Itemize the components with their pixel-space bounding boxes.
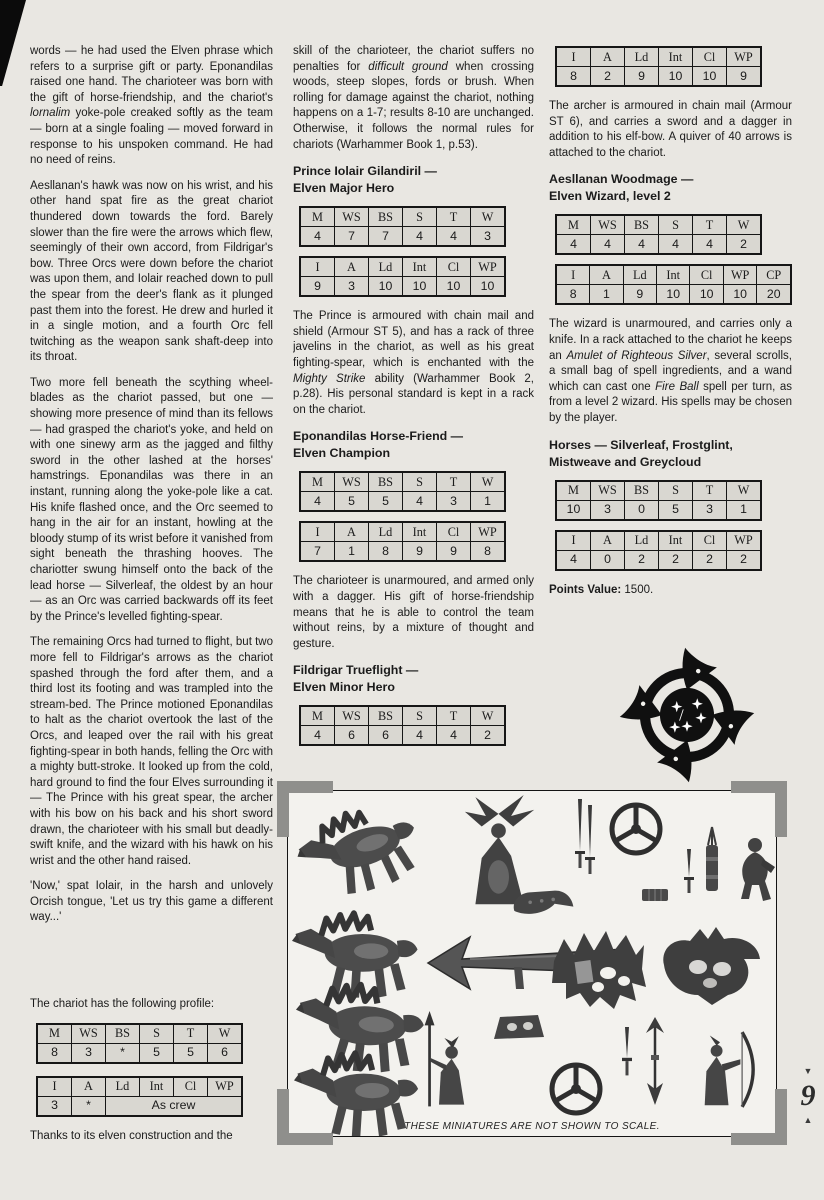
- miniature-yoke-saddle: [514, 891, 574, 914]
- miniature-quiver: [706, 827, 718, 891]
- prince-description: The Prince is armoured with chain mail and shield (Armour ST 5), and has a rack of three javelins in the chariot, as well as his great fighting-spear, which is enchanted with the Mighty Strike ability (Warhammer Book 2, p.28). His personal standard is kept in a rack on the chariot.: [293, 310, 534, 416]
- miniature-dagger: [622, 1027, 632, 1075]
- middle-column: [293, 44, 534, 788]
- miniature-orc-figure: [741, 838, 775, 901]
- minor-hero-stat-table-1: M WS BS S T W 4 6 6 4 4 2: [299, 705, 534, 746]
- miniature-knife: [684, 849, 694, 893]
- section-heading-prince: Prince Iolair Gilandiril — Elven Major Hero: [293, 164, 437, 196]
- triangle-up-icon: ▲: [803, 1115, 813, 1125]
- story-paragraph-3: Two more fell beneath the scything wheel-blades as the chariot passed, but one — showing more presence of mind than its fellows — had grasped the chariot's yoke, and held on with one sinewy arm as the jagged and filthy sword in the other lashed at the horses' hamstrings. Eponandilas was there in an instant, running along the yoke-pole like a cat. His knife flashed once, and the Orc seemed to hang in the air for an instant, howling at the bloody stump of its wrist before it vanished from sight beneath the thrashing hooves. The chariotter swung himself onto the back of the lead horse — Silverleaf, the oldest by an hour — as an Orc was carried backwards off its feet by the Prince's levelled fighting-spear.: [30, 376, 273, 623]
- champion-stat-table-2: I A Ld Int Cl WP 7 1 8 9 9 8: [299, 521, 534, 562]
- scan-corner-artifact: [0, 0, 26, 86]
- story-paragraph-1: words — he had used the Elven phrase which refers to a surprise gift or party. Eponandilas raised one hand. The charioteer was born with the gift of horse-friendship, and the chariot's lornalim yoke-pole creaked softly as the team — born at a single foaling — moved forward in response to his unspoken command. He had no need of reins.: [30, 45, 273, 167]
- miniature-chariot-body: [552, 931, 646, 1009]
- story-paragraph-5: 'Now,' spat Iolair, in the harsh and unlovely Orcish tongue, 'Let us try this game a different way...': [30, 880, 273, 924]
- archer-stat-table-2: I A Ld Int Cl WP 8 2 9 10 10 9: [555, 46, 792, 87]
- chariot-profile-block: [30, 997, 273, 1154]
- miniature-chariot-wheel-2: [552, 1065, 600, 1113]
- closing-line: Thanks to its elven construction and the: [30, 1129, 233, 1142]
- story-paragraph-4: The remaining Orcs had turned to flight, but two more fell to Fildrigar's arrows as the chariot spashed through the ford after them, and a third lost its footing and was trampled into the stream-bed. The Prince motioned Eponandilas to halt as the chariot overtook the last of the Orcs, and leaped over the rail with his great fighting-spear in both hands, felling the Orc with a mighty butt-stroke. It looked up from the cold, hard ground to find the four Elves surrounding it — The Prince with his great spear, the archer with his bow on his back and his short sword drawn, the charioteer with his small but deadly-swift knife, and the wizard with his hawk on his wrist and the other hand raised.: [30, 636, 273, 867]
- points-value: Points Value: 1500.: [549, 583, 654, 596]
- page-number: 9: [800, 1079, 816, 1112]
- miniature-winged-mage: [465, 795, 534, 904]
- miniatures-photo-panel: [287, 790, 777, 1137]
- section-heading-minor-hero: Fildrigar Trueflight — Elven Minor Hero: [293, 663, 419, 695]
- profile-intro: The chariot has the following profile:: [30, 998, 215, 1010]
- wizard-description: The wizard is unarmoured, and carries only a knife. In a rack attached to the chariot he keeps an Amulet of Righteous Silver, several scrolls, a small bag of spell ingredients, and a wand which can cast one Fire Ball spell per turn, as from a level 2 wizard. His spells may be chosen by the player.: [549, 318, 792, 424]
- prince-stat-table-2: I A Ld Int Cl WP 9 3 10 10 10 10: [299, 256, 534, 297]
- miniature-chariot-wheel: [612, 805, 660, 853]
- section-heading-champion: Eponandilas Horse-Friend — Elven Champion: [293, 429, 464, 461]
- miniature-axle-fitting: [642, 889, 668, 901]
- section-heading-wizard: Aesllanan Woodmage — Elven Wizard, level 2: [549, 172, 694, 204]
- chariot-stat-table-2: I A Ld Int Cl WP 3 * As crew: [36, 1076, 273, 1117]
- miniature-chariot-canopy: [663, 927, 760, 1005]
- miniature-twin-daggers: [575, 799, 595, 874]
- triangle-down-icon: ▼: [803, 1066, 813, 1076]
- wizard-stat-table-2: I A Ld Int Cl WP CP 8 1 9 10 10 10 20: [555, 264, 792, 305]
- miniature-spear-elf: [425, 1011, 465, 1106]
- champion-stat-table-1: M WS BS S T W 4 5 5 4 3 1: [299, 471, 534, 512]
- miniature-standard-arrow: [646, 1017, 664, 1105]
- left-column: [30, 44, 273, 994]
- horses-stat-table-1: M WS BS S T W 10 3 0 5 3 1: [555, 480, 792, 521]
- miniature-chariot-seat: [494, 1015, 544, 1039]
- chariot-stat-table-1: M WS BS S T W 8 3 * 5 5 6: [36, 1023, 273, 1064]
- wizard-stat-table-1: M WS BS S T W 4 4 4 4 4 2: [555, 214, 792, 255]
- page-number-block: [789, 1066, 824, 1125]
- miniature-archer-elf: [705, 1032, 753, 1107]
- miniatures-photo: [288, 791, 776, 1136]
- rules-paragraph: skill of the charioteer, the chariot suffers no penalties for difficult ground when crossing woods, steep slopes, fords or brush. When rolling for damage against the chariot, nothing happens on a 1-7; results 8-10 are unchanged. Otherwise, it follows the normal rules for chariots (Warhammer Book 1, p.53).: [293, 45, 534, 151]
- photo-caption: THESE MINIATURES ARE NOT SHOWN TO SCALE.: [404, 1121, 660, 1132]
- champion-description: The charioteer is unarmoured, and armed only with a dagger. His gift of horse-friendship means that he is able to control the team without reins, by a mixture of thought and gesture.: [293, 575, 534, 650]
- prince-stat-table-1: M WS BS S T W 4 7 7 4 4 3: [299, 206, 534, 247]
- horses-stat-table-2: I A Ld Int Cl WP 4 0 2 2 2 2: [555, 530, 792, 571]
- section-heading-horses: Horses — Silverleaf, Frostglint, Mistweave and Greycloud: [549, 437, 733, 469]
- archer-description: The archer is armoured in chain mail (Armour ST 6), and carries a sword and a dagger in addition to his elf-bow. A quiver of 40 arrows is attached to the chariot.: [549, 100, 792, 159]
- elven-star-emblem: [612, 645, 762, 785]
- miniature-cantering-horse: [292, 913, 418, 997]
- miniature-rearing-horse: [289, 795, 428, 908]
- right-column: [549, 44, 792, 608]
- story-paragraph-2: Aesllanan's hawk was now on his wrist, and his other hand spat fire as the great chariot thundered down towards the ford. Barely slower than the fire were the arrows which flew, seemingly of their own accord, from Fildrigar's bow. Three Orcs were down before the chariot was upon them, and Iolair reached down to pull the spear from the deer's flank as it plunged past them into the forest. He drew and hurled it in a single motion, and a fourth Orc fell twitching as the weapon sank shaft-deep into its throat.: [30, 179, 273, 364]
